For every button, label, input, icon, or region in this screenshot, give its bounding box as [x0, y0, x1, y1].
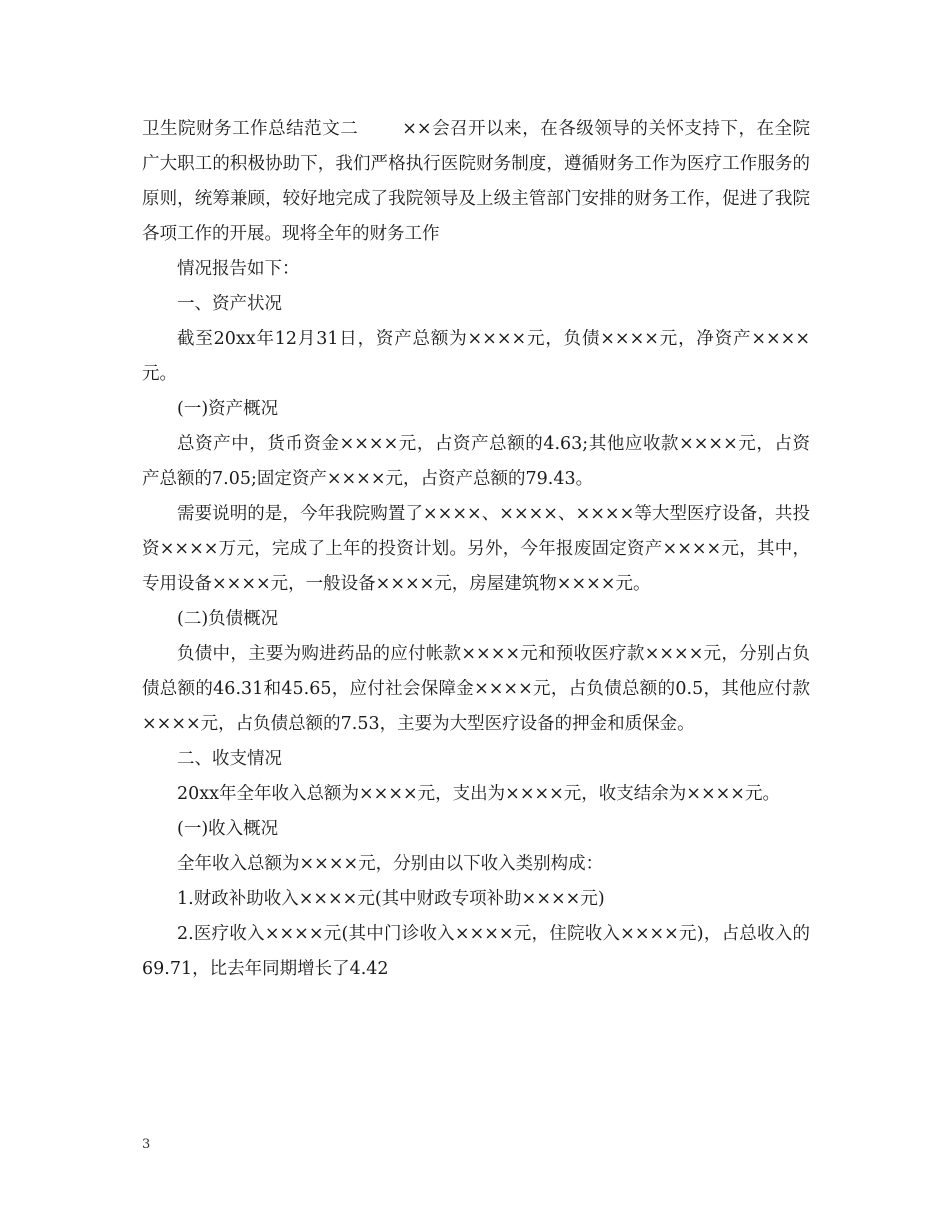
document-body: [142, 112, 810, 987]
paragraph: 20xx年全年收入总额为××××元，支出为××××元，收支结余为××××元。: [177, 784, 780, 804]
list-item: 2.医疗收入××××元(其中门诊收入××××元，住院收入××××元)，占总收入的69.71，比去年同期增长了4.42: [142, 924, 810, 979]
document-title: 卫生院财务工作总结范文二: [142, 119, 359, 139]
section-heading: 一、资产状况: [177, 294, 282, 314]
section-heading: 二、收支情况: [177, 749, 282, 769]
list-item: 1.财政补助收入××××元(其中财政专项补助××××元): [177, 889, 605, 909]
page-number: 3: [142, 1137, 151, 1152]
intro-text: ××会召开以来，在各级领导的关怀支持下，在全院广大职工的积极协助下，我们严格执行医院财务制度，遵循财务工作为医疗工作服务的原则，统筹兼顾，较好地完成了我院领导及上级主管部门安排的财务工作，促进了我院各项工作的开展。现将全年的财务工作: [142, 119, 811, 244]
paragraph: 截至20xx年12月31日，资产总额为××××元，负债××××元，净资产××××元。: [142, 329, 810, 384]
title-paragraph: [142, 112, 810, 252]
subsection-heading: (一)收入概况: [177, 819, 279, 839]
paragraph: 需要说明的是，今年我院购置了××××、××××、××××等大型医疗设备，共投资××××万元，完成了上年的投资计划。另外，今年报废固定资产××××元，其中，专用设备××××元，一般设备××××元，房屋建筑物××××元。: [142, 504, 810, 594]
paragraph: 全年收入总额为××××元，分别由以下收入类别构成：: [177, 854, 604, 874]
paragraph: 负债中，主要为购进药品的应付帐款××××元和预收医疗款××××元，分别占负债总额的46.31和45.65，应付社会保障金××××元，占负债总额的0.5，其他应付款××××元，占负债总额的7.53，主要为大型医疗设备的押金和质保金。: [142, 644, 810, 734]
subsection-heading: (一)资产概况: [177, 399, 279, 419]
paragraph: 情况报告如下：: [177, 259, 300, 279]
subsection-heading: (二)负债概况: [177, 609, 279, 629]
paragraph: 总资产中，货币资金××××元，占资产总额的4.63;其他应收款××××元，占资产总额的7.05;固定资产××××元，占资产总额的79.43。: [142, 434, 810, 489]
